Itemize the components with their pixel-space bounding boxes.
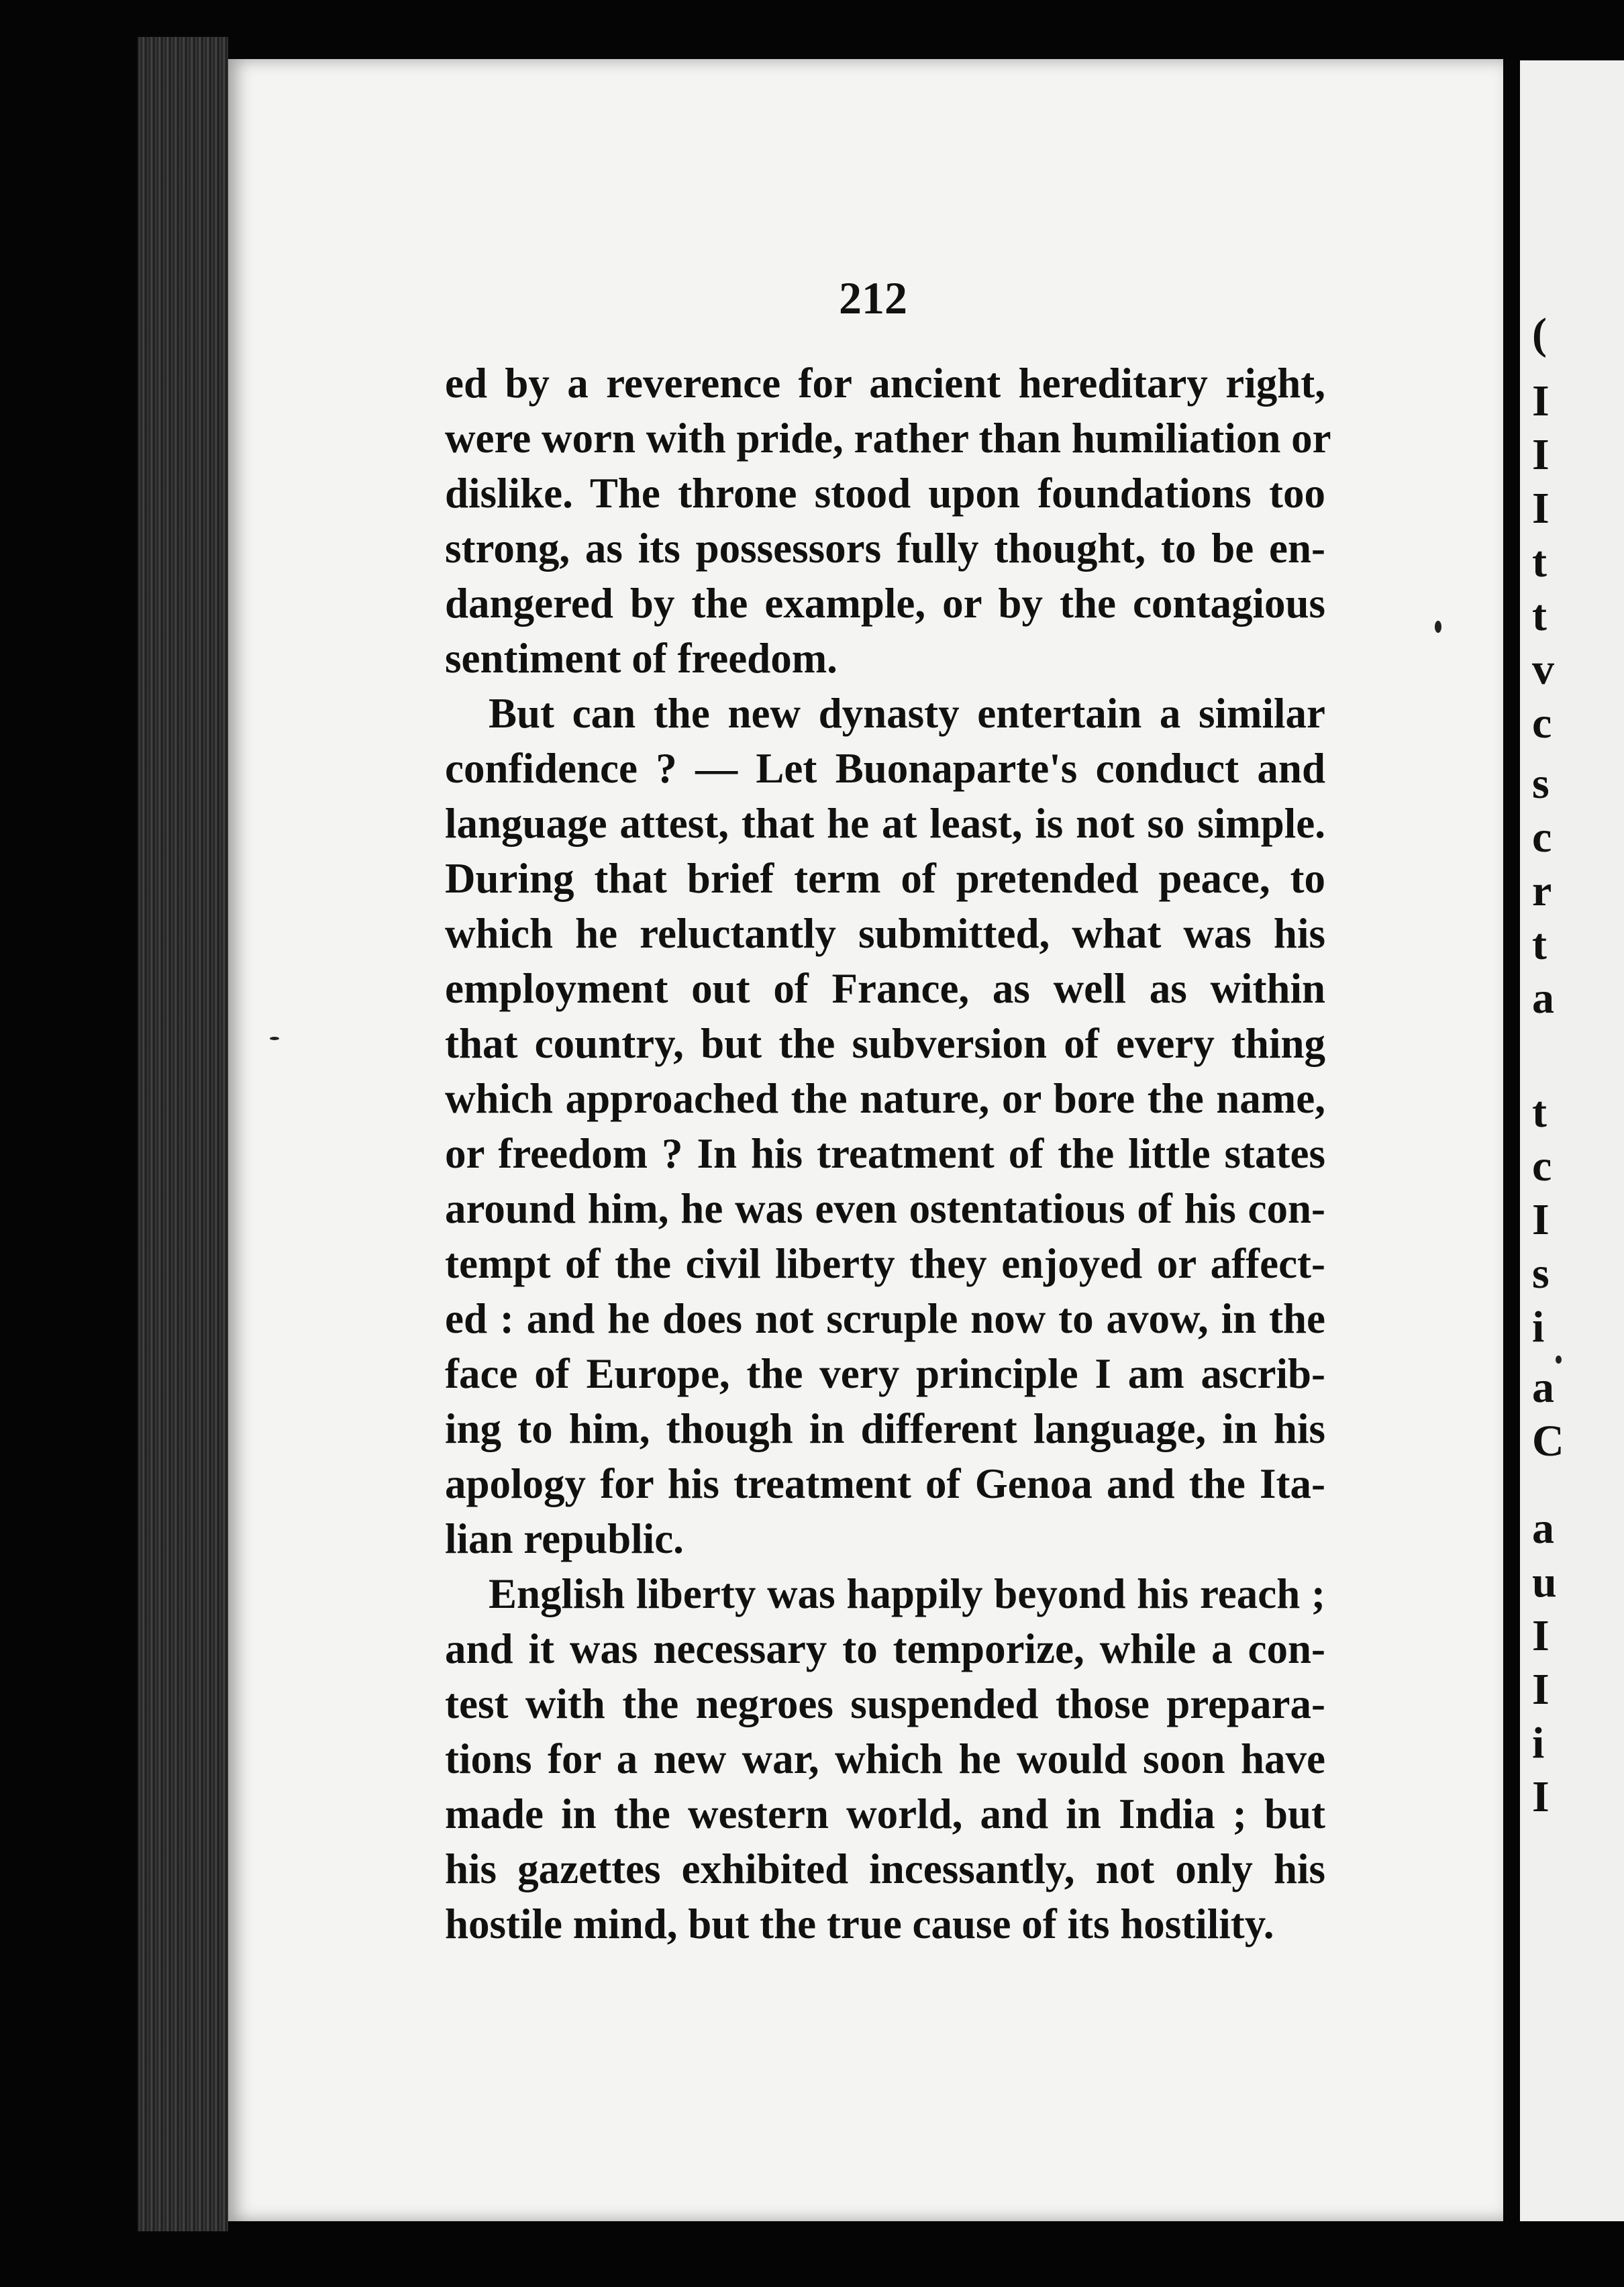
facing-page-fragment: I <box>1532 376 1550 425</box>
facing-page-fragment: t <box>1532 1088 1547 1137</box>
text-line: dangered by the example, or by the contagious <box>445 580 1325 627</box>
facing-page-fragment: I <box>1532 1195 1550 1244</box>
facing-page-fragment: t <box>1532 538 1547 587</box>
text-line: But can the new dynasty entertain a similar <box>489 690 1325 737</box>
facing-page-fragment: t <box>1532 591 1547 640</box>
text-line: ed : and he does not scruple now to avow, in the <box>445 1295 1325 1342</box>
facing-page-fragment: ( <box>1532 309 1547 358</box>
text-line: English liberty was happily beyond his reach ; <box>489 1570 1325 1617</box>
facing-page-fragment: a <box>1532 1363 1554 1412</box>
ink-speck <box>1556 1356 1562 1364</box>
text-line: During that brief term of pretended peace, to <box>445 855 1325 902</box>
text-line: were worn with pride, rather than humiliation or <box>445 415 1331 462</box>
facing-page-fragment: c <box>1532 699 1552 748</box>
text-line: language attest, that he at least, is not so simple. <box>445 800 1325 847</box>
text-line: tions for a new war, which he would soon have <box>445 1735 1325 1782</box>
text-line: face of Europe, the very principle I am ascrib- <box>445 1350 1325 1397</box>
text-line: made in the western world, and in India ; but <box>445 1790 1325 1837</box>
facing-page-fragment: c <box>1532 813 1552 862</box>
facing-page-fragment: I <box>1532 1665 1550 1714</box>
text-line: apology for his treatment of Genoa and the Ita- <box>445 1460 1325 1507</box>
facing-page-fragment: I <box>1532 430 1550 479</box>
facing-page-fragment: t <box>1532 920 1547 969</box>
facing-page-fragment: i <box>1532 1303 1545 1352</box>
text-line: ing to him, though in different language, in his <box>445 1405 1325 1452</box>
facing-page-edge <box>1520 60 1624 2221</box>
text-line: test with the negroes suspended those prepara- <box>445 1680 1325 1727</box>
text-line: sentiment of freedom. <box>445 635 838 682</box>
ink-speck <box>1435 621 1441 633</box>
facing-page-fragment: i <box>1532 1719 1545 1768</box>
facing-page-fragment: I <box>1532 484 1550 533</box>
text-line: which approached the nature, or bore the name, <box>445 1075 1325 1122</box>
ink-speck <box>270 1037 279 1040</box>
body-text <box>445 356 1331 1951</box>
text-line: strong, as its possessors fully thought, to be en- <box>445 525 1325 572</box>
facing-page-fragment: s <box>1532 1249 1550 1298</box>
facing-page-fragment: C <box>1532 1417 1564 1466</box>
facing-page-fragment: c <box>1532 1141 1552 1190</box>
text-line: ed by a reverence for ancient hereditary right, <box>445 360 1325 407</box>
page-edge <box>138 37 228 2231</box>
facing-page-fragment: I <box>1532 1611 1550 1660</box>
text-line: which he reluctantly submitted, what was his <box>445 910 1325 957</box>
facing-page-fragment: s <box>1532 759 1550 808</box>
facing-page-fragment: a <box>1532 1504 1554 1553</box>
facing-page-fragment: v <box>1532 645 1554 694</box>
text-line: or freedom ? In his treatment of the little states <box>445 1130 1325 1177</box>
text-line: his gazettes exhibited incessantly, not only his <box>445 1845 1325 1892</box>
text-line: confidence ? — Let Buonaparte's conduct and <box>445 745 1325 792</box>
text-line: that country, but the subversion of every thing <box>445 1020 1325 1067</box>
page-number: 212 <box>839 272 907 323</box>
text-line: hostile mind, but the true cause of its hostility. <box>445 1900 1274 1947</box>
text-line: around him, he was even ostentatious of his con- <box>445 1185 1325 1232</box>
text-line: lian republic. <box>445 1515 684 1562</box>
facing-page-fragment: a <box>1532 974 1554 1023</box>
text-line: tempt of the civil liberty they enjoyed or affect- <box>445 1240 1325 1287</box>
facing-page-fragment: r <box>1532 866 1552 915</box>
facing-page-fragment: u <box>1532 1558 1557 1607</box>
text-line: employment out of France, as well as within <box>445 965 1325 1012</box>
facing-page-fragment: I <box>1532 1772 1550 1821</box>
text-line: and it was necessary to temporize, while a con- <box>445 1625 1325 1672</box>
text-line: dislike. The throne stood upon foundations too <box>445 470 1325 517</box>
